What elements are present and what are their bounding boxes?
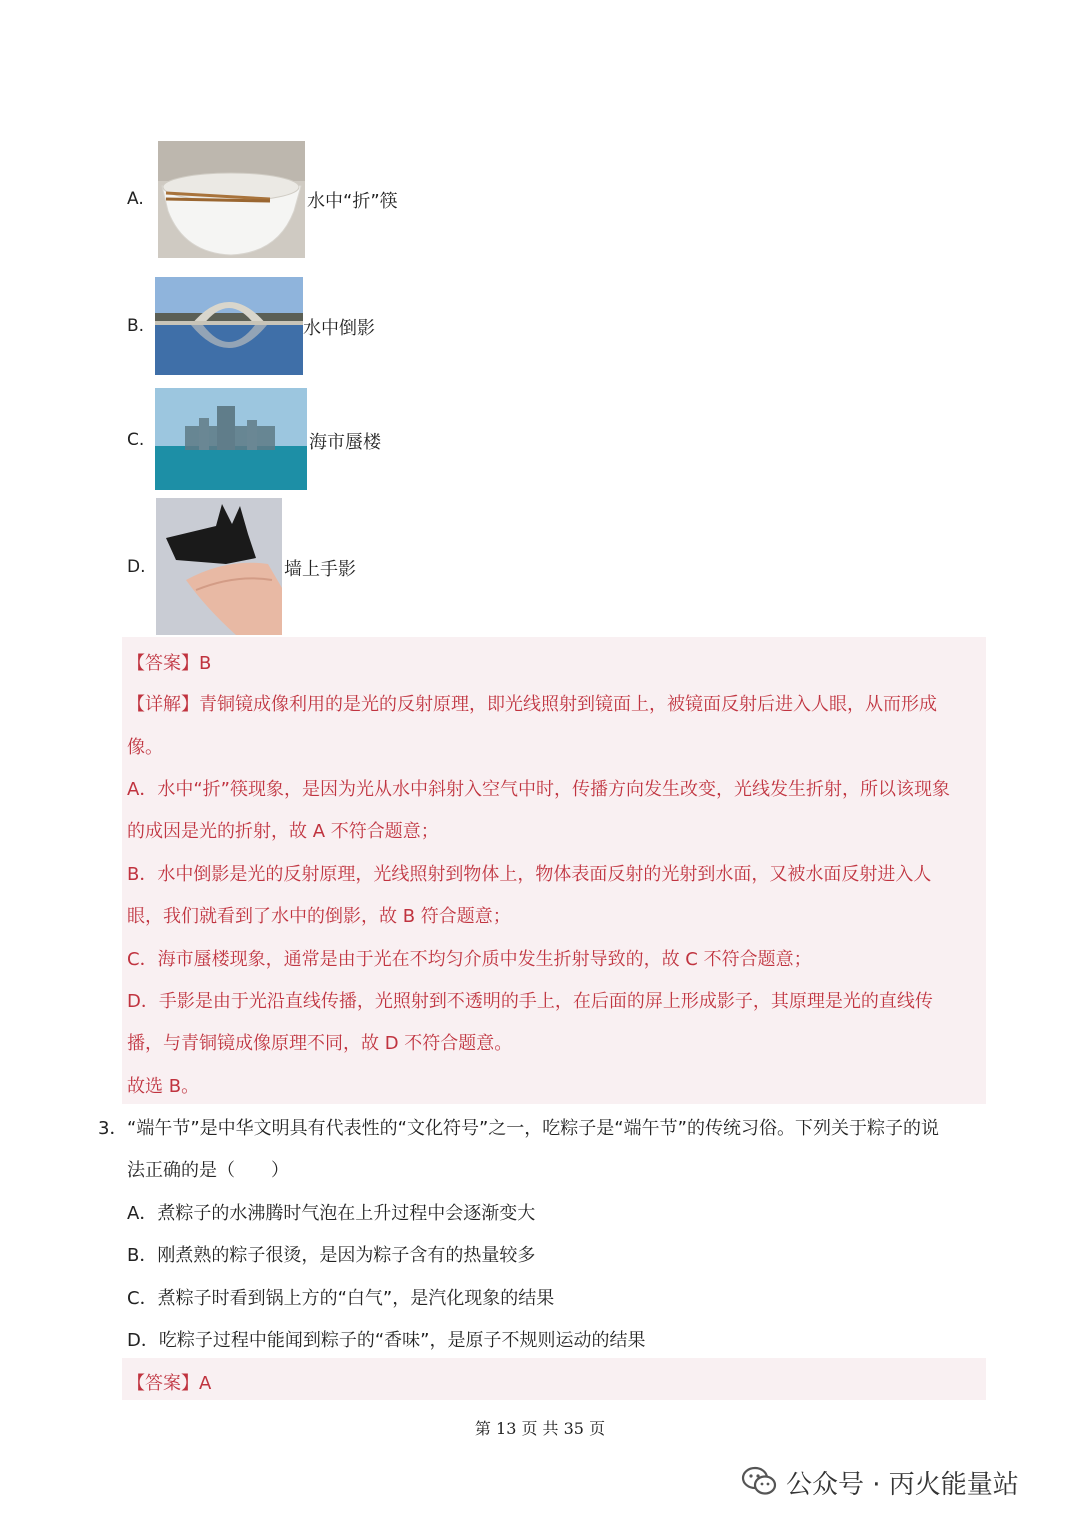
explanation-line: 像。: [127, 737, 163, 758]
option-a-text: 水中“折”筷: [307, 191, 398, 212]
answer-line-q3: 【答案】A: [127, 1373, 212, 1394]
chopsticks-in-bowl-photo: [158, 141, 305, 258]
option-b-text: 水中倒影: [303, 318, 375, 339]
explanation-line: C．海市蜃楼现象，通常是由于光在不均匀介质中发生折射导致的，故 C 不符合题意；: [127, 949, 812, 970]
explanation-line: B．水中倒影是光的反射原理，光线照射到物体上，物体表面反射的光射到水面，又被水面反射进入人: [127, 864, 932, 885]
page-number: 第 13 页 共 35 页: [474, 1419, 606, 1438]
question-number: 3．: [98, 1118, 128, 1139]
question-option-c: C．煮粽子时看到锅上方的“白气”，是汽化现象的结果: [127, 1288, 555, 1309]
question-option-b: B．刚煮熟的粽子很烫，是因为粽子含有的热量较多: [127, 1245, 536, 1266]
option-d-label: D.: [127, 557, 146, 577]
arch-bridge-reflection-photo: [155, 277, 303, 375]
explanation-line: 的成因是光的折射，故 A 不符合题意；: [127, 821, 439, 842]
explanation-line: 【详解】青铜镜成像利用的是光的反射原理，即光线照射到镜面上，被镜面反射后进入人眼，从而形成: [127, 694, 937, 715]
watermark-text: 公众号 · 丙火能量站: [786, 1470, 1019, 1500]
option-b-label: B.: [127, 316, 145, 336]
question-option-d: D．吃粽子过程中能闻到粽子的“香味”，是原子不规则运动的结果: [127, 1330, 646, 1351]
question-stem: “端午节”是中华文明具有代表性的“文化符号”之一，吃粽子是“端午节”的传统习俗。下列关于粽子的说: [127, 1118, 939, 1139]
explanation-line: A．水中“折”筷现象，是因为光从水中斜射入空气中时，传播方向发生改变，光线发生折射，所以该现象: [127, 779, 950, 800]
explanation-line: 眼，我们就看到了水中的倒影，故 B 符合题意；: [127, 906, 511, 927]
option-a-label: A.: [127, 189, 144, 209]
option-d-text: 墙上手影: [284, 559, 356, 580]
hand-shadow-photo: [156, 498, 282, 635]
explanation-line: D．手影是由于光沿直线传播，光照射到不透明的手上，在后面的屏上形成影子，其原理是光的直线传: [127, 991, 933, 1012]
option-c-label: C.: [127, 430, 145, 450]
explanation-line: 播，与青铜镜成像原理不同，故 D 不符合题意。: [127, 1033, 513, 1054]
answer-line: 【答案】B: [127, 653, 212, 674]
mirage-castle-photo: [155, 388, 307, 490]
explanation-line: 故选 B。: [127, 1076, 200, 1097]
question-stem: 法正确的是（ ）: [127, 1160, 289, 1181]
question-option-a: A．煮粽子的水沸腾时气泡在上升过程中会逐渐变大: [127, 1203, 536, 1224]
answer-box-q3: [122, 1358, 986, 1400]
option-c-text: 海市蜃楼: [309, 432, 381, 453]
wechat-icon: [741, 1466, 777, 1496]
